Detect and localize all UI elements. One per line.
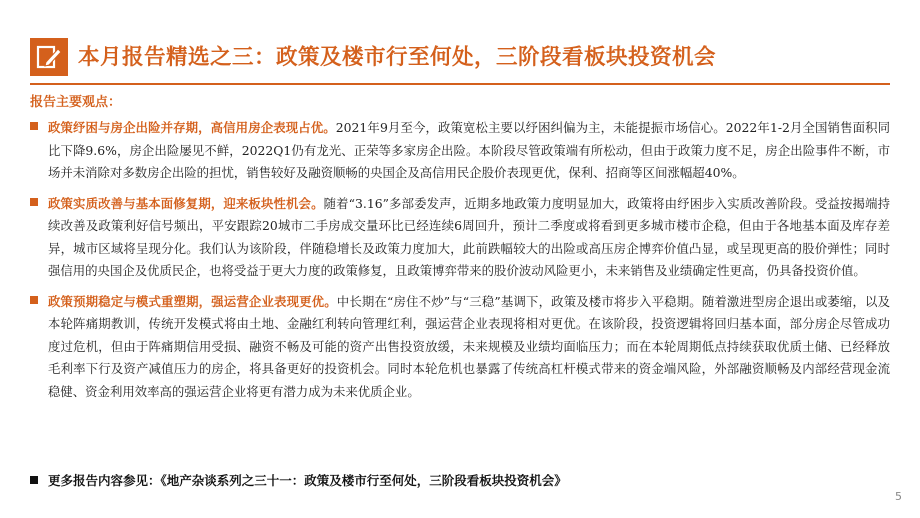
key-point-2 [30, 193, 890, 283]
reference-note [30, 471, 567, 489]
key-point-highlight: 政策实质改善与基本面修复期，迎来板块性机会。 [48, 195, 324, 211]
square-bullet-icon [30, 122, 38, 130]
reference-text: 更多报告内容参见：《地产杂谈系列之三十一：政策及楼市行至何处，三阶段看板块投资机会》 [48, 473, 567, 488]
key-points [30, 117, 890, 411]
key-point-body [48, 117, 890, 185]
report-header [30, 34, 890, 78]
page-number: 5 [895, 490, 902, 503]
square-bullet-icon [30, 296, 38, 304]
page-title: 本月报告精选之三：政策及楼市行至何处，三阶段看板块投资机会 [78, 45, 717, 70]
key-point-highlight: 政策纾困与房企出险并存期，高信用房企表现占优。 [48, 120, 336, 135]
section-heading: 报告主要观点： [30, 95, 122, 110]
key-point-highlight: 政策预期稳定与模式重塑期，强运营企业表现更优。 [48, 293, 337, 309]
key-point-3 [30, 291, 890, 404]
edit-pencil-icon [30, 38, 68, 76]
square-bullet-icon [30, 476, 38, 484]
key-point-1 [30, 117, 890, 185]
key-point-body [48, 291, 890, 404]
key-point-body [48, 193, 890, 283]
key-point-text: 2021年9月至今，政策宽松主要以纾困纠偏为主，未能提振市场信心。2022年1-2月全国销售面积同比下降9.6%，房企出险屡见不鲜，2022Q1仍有龙光、正荣等多家房企出险。本阶段尽管政策端有所松动，但由于政策力度不足，房企出险事件不断，市场并未消除对多数房企出险的担忧，销售较好及融资顺畅的央国企及高信用民企股价表现更优，保利、招商等区间涨幅超40%。 [48, 120, 890, 180]
square-bullet-icon [30, 198, 38, 206]
key-point-text: 中长期在“房住不炒”与“三稳”基调下，政策及楼市将步入平稳期。随着激进型房企退出或萎缩，以及本轮阵痛期教训，传统开发模式将由土地、金融红利转向管理红利，强运营企业表现将相对更优。在该阶段，投资逻辑将回归基本面，部分房企尽管成功度过危机，但由于阵痛期信用受损、融资不畅及可能的资产出售投资放缓，未来规模及业绩均面临压力；而在本轮周期低点持续获取优质土储、已经释放毛利率下行及资产减值压力的房企，将具备更好的投资机会。同时本轮危机也暴露了传统高杠杆模式带来的资金端风险，外部融资顺畅及内部经营现金流稳健、资金利用效率高的强运营企业将更有潜力成为未来优质企业。 [48, 293, 890, 399]
key-point-text: 随着“3.16”多部委发声，近期多地政策力度明显加大，政策将由纾困步入实质改善阶段。受益按揭端持续改善及政策利好信号频出，平安跟踪20城市二手房成交量环比已经连续6周回升，预计二季度或将看到更多城市楼市企稳，但由于各地基本面及库存差异，城市区域将呈现分化。我们认为该阶段，伴随稳增长及政策力度加大，此前跌幅较大的出险或高压房企博弈价值凸显，或呈现更高的股价弹性；同时强信用的央国企及优质民企，也将受益于更大力度的政策修复，且政策博弈带来的股价波动风险更小，未来销售及业绩确定性更高，仍具备投资价值。 [48, 195, 891, 278]
title-divider [30, 83, 890, 85]
